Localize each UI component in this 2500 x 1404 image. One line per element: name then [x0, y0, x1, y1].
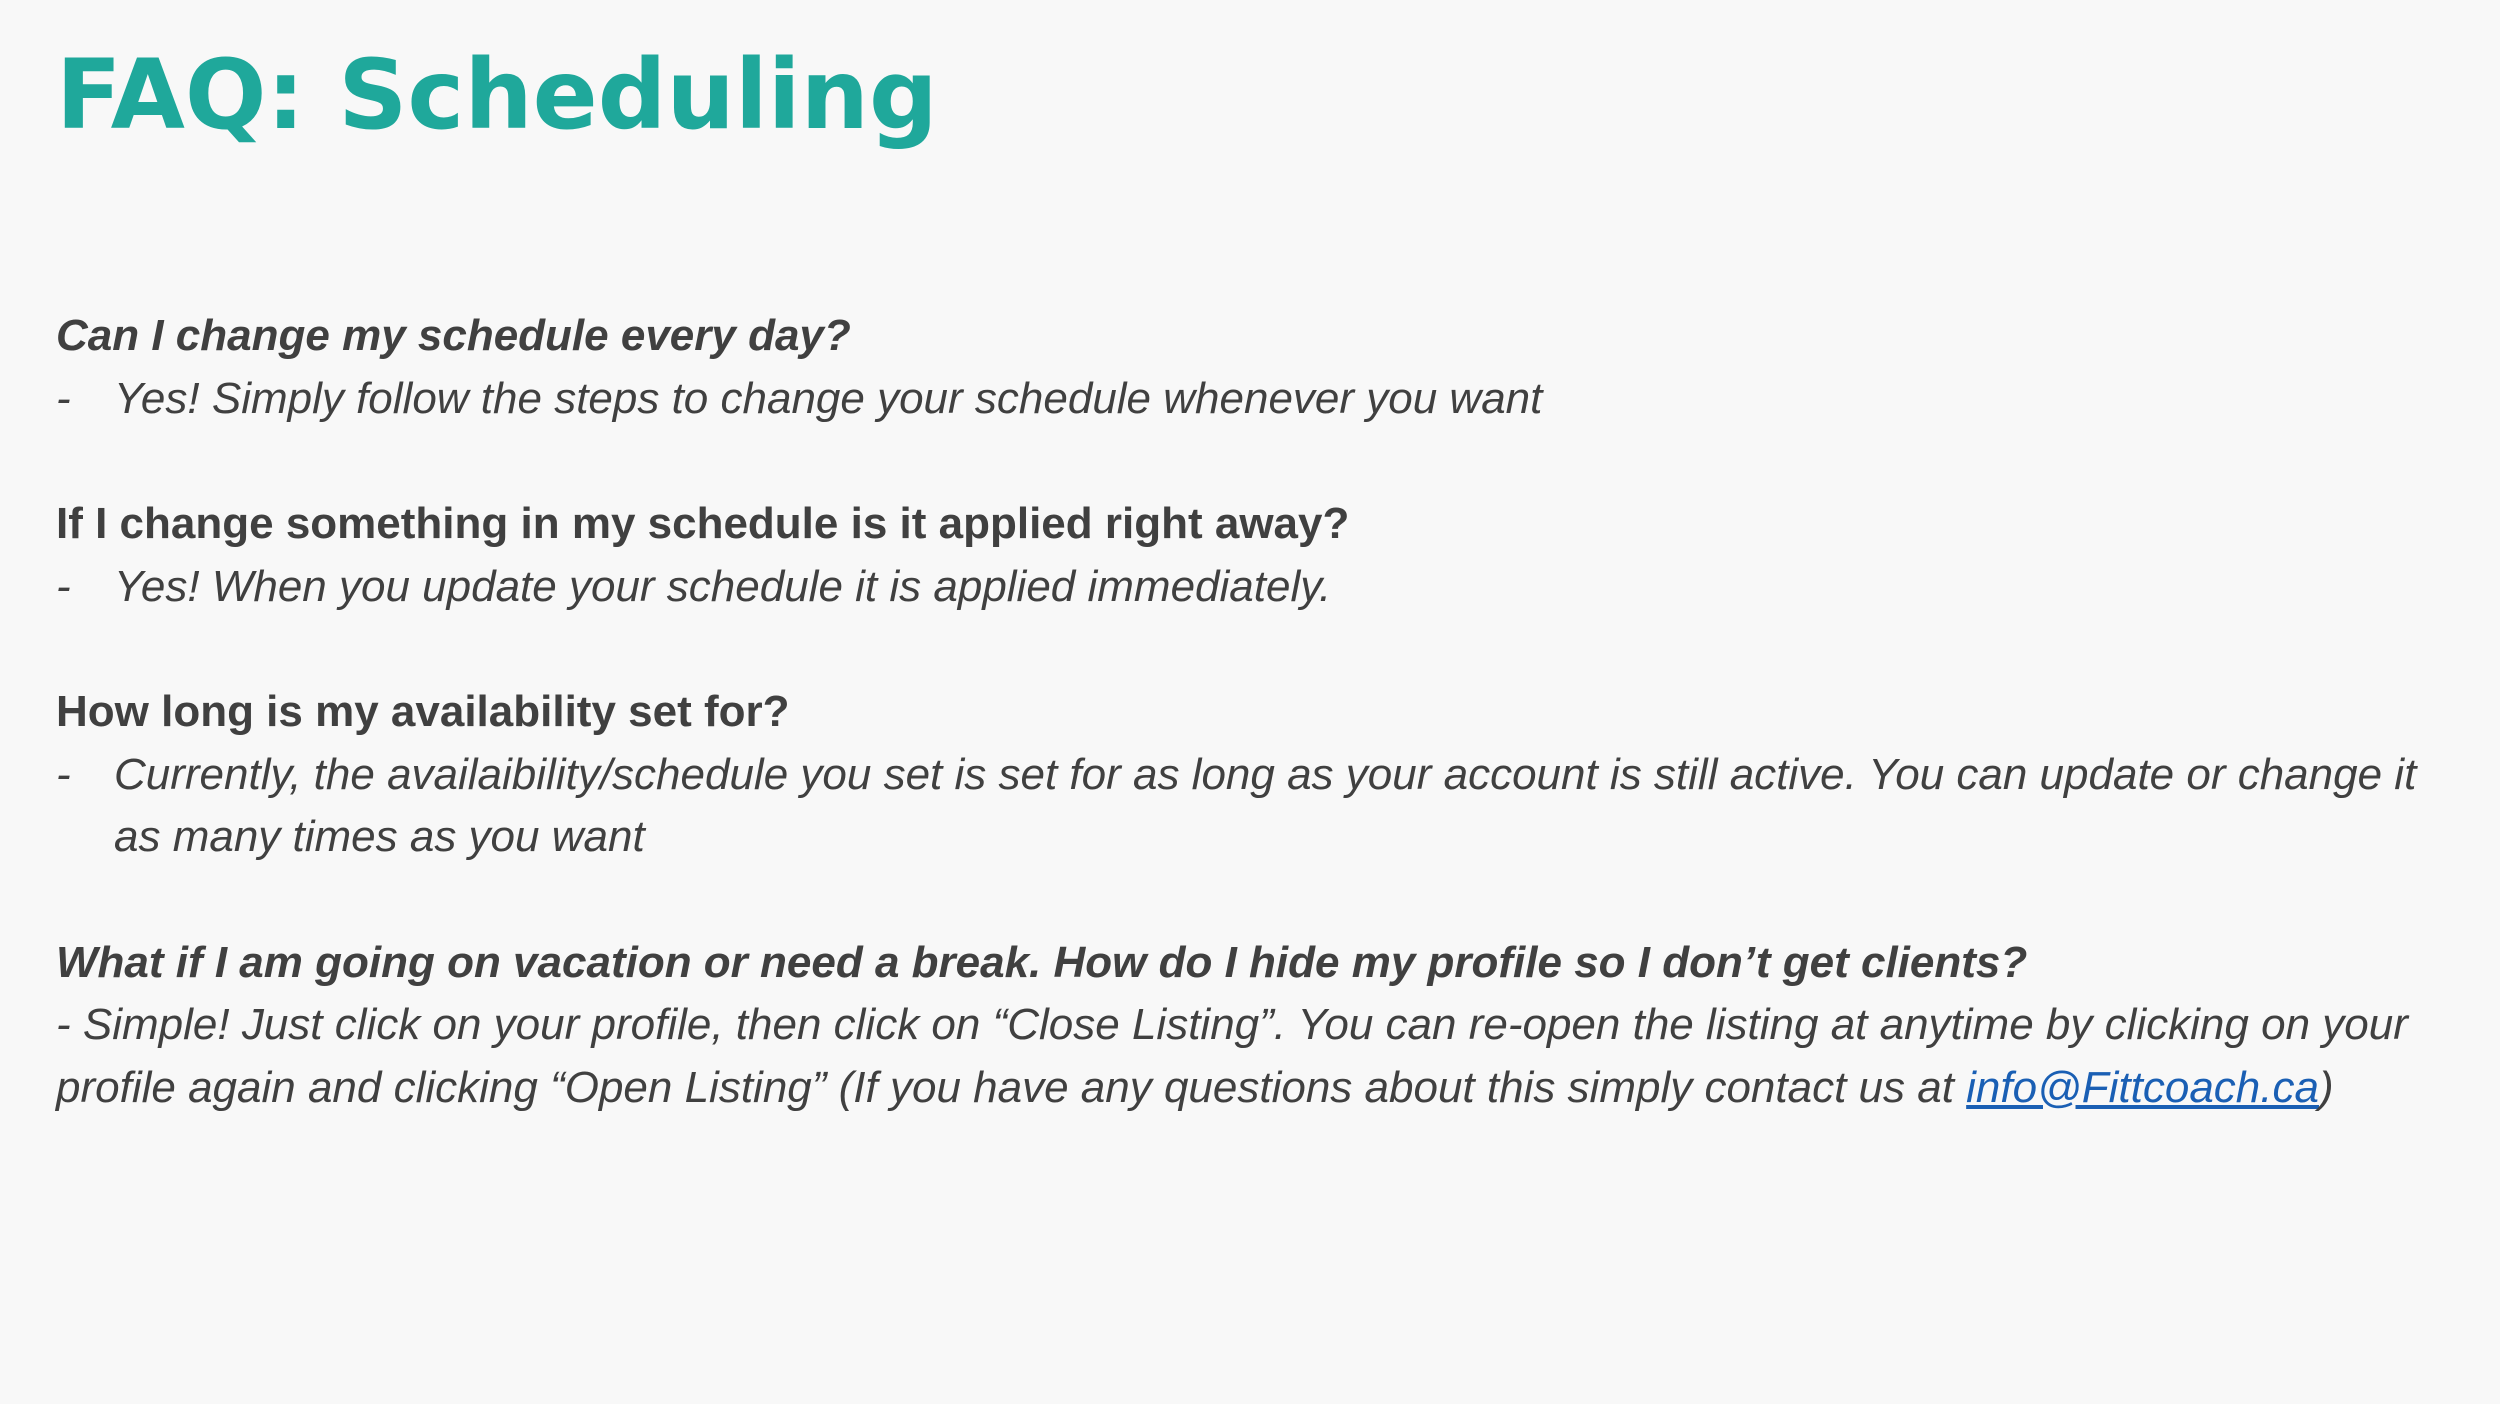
faq-answer-3 [56, 744, 2456, 869]
faq-answer-text-4: - Simple! Just click on your profile, then click on “Close Listing”. You can re-open the listing at anytime by clicking on your profile again and clicking “Open Listing” (If you have any questions about this simply contact us at [56, 1000, 2408, 1112]
faq-answer-4 [56, 994, 2436, 1119]
faq-question-2: If I change something in my schedule is it applied right away? [56, 499, 1350, 548]
answer-dash: - [56, 561, 71, 611]
faq-question-1: Can I change my schedule every day? [56, 311, 851, 360]
page-title: FAQ: Scheduling [56, 39, 938, 151]
faq-list [56, 305, 2456, 1119]
answer-dash: - [56, 373, 71, 423]
answer-dash: - [56, 749, 71, 799]
spacer [56, 869, 2456, 932]
faq-question-3: How long is my availability set for? [56, 687, 790, 736]
faq-answer-text-3: Currently, the availaibility/schedule you set is set for as long as your account is still active. You can update or change it as many times as you want [114, 749, 2417, 861]
faq-answer-text-1: Yes! Simply follow the steps to change your schedule whenever you want [114, 373, 1543, 423]
faq-answer-suffix-4: ) [2318, 1062, 2334, 1112]
faq-answer-1 [56, 368, 2456, 431]
spacer [56, 430, 2456, 493]
faq-answer-2 [56, 556, 2456, 619]
email-link[interactable]: info@Fittcoach.ca [1966, 1062, 2319, 1112]
faq-question-4: What if I am going on vacation or need a break. How do I hide my profile so I don’t get clients? [56, 937, 2028, 987]
spacer [56, 618, 2456, 681]
faq-answer-text-2: Yes! When you update your schedule it is applied immediately. [114, 561, 1332, 611]
